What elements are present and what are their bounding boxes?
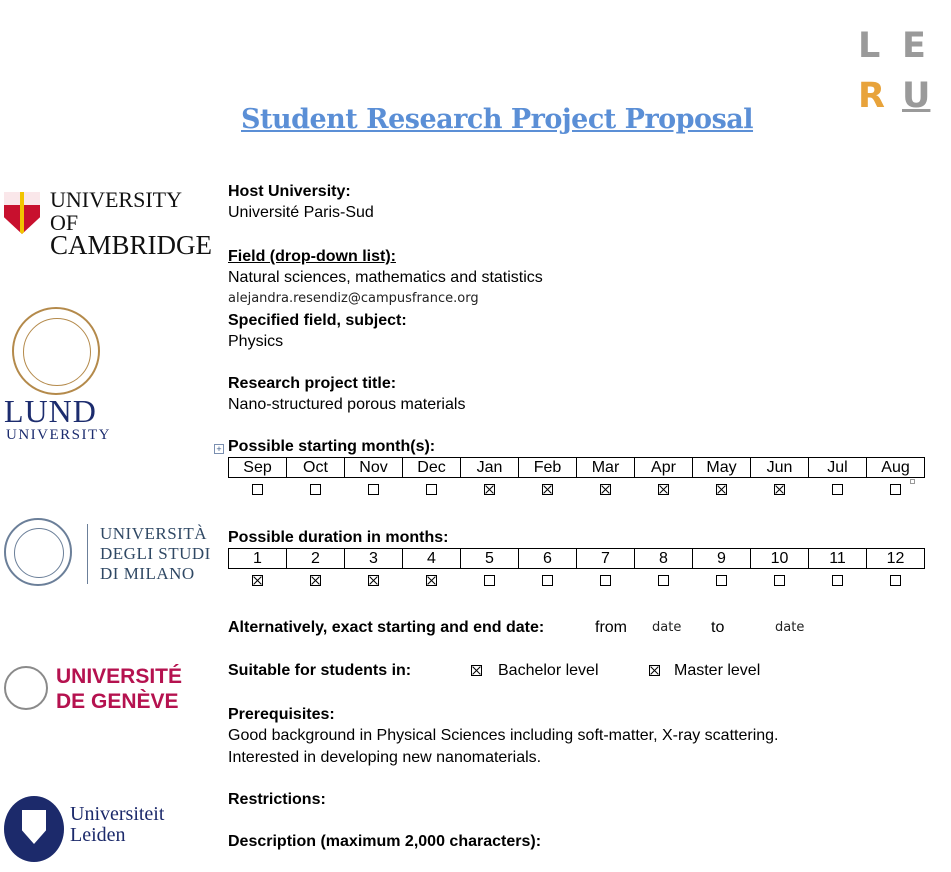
duration-checkbox[interactable] bbox=[426, 575, 437, 586]
starting-months-label: Possible starting month(s): bbox=[228, 438, 436, 455]
month-checkbox[interactable] bbox=[542, 484, 553, 495]
duration-checkbox-cell bbox=[403, 569, 461, 592]
month-checkbox-cell bbox=[287, 478, 345, 501]
month-header-cell: Jun bbox=[751, 458, 809, 478]
end-date-field[interactable]: date bbox=[775, 620, 805, 635]
duration-checkbox[interactable] bbox=[658, 575, 669, 586]
cambridge-line1: UNIVERSITY OF bbox=[50, 187, 182, 235]
lund-logo bbox=[4, 305, 114, 445]
prerequisites-label: Prerequisites: bbox=[228, 706, 335, 723]
table-move-handle-icon[interactable]: + bbox=[214, 444, 224, 454]
duration-checkbox-cell bbox=[635, 569, 693, 592]
cambridge-logo bbox=[4, 187, 213, 260]
duration-checkbox[interactable] bbox=[832, 575, 843, 586]
month-checkbox[interactable] bbox=[774, 484, 785, 495]
duration-header-cell: 7 bbox=[577, 549, 635, 569]
month-header-cell: Jan bbox=[461, 458, 519, 478]
month-checkbox-cell bbox=[519, 478, 577, 501]
duration-header-cell: 1 bbox=[229, 549, 287, 569]
month-checkbox-cell bbox=[809, 478, 867, 501]
month-header-cell: Oct bbox=[287, 458, 345, 478]
leiden-logo bbox=[4, 796, 184, 866]
month-checkbox[interactable] bbox=[310, 484, 321, 495]
duration-checkbox[interactable] bbox=[252, 575, 263, 586]
duration-checkbox[interactable] bbox=[600, 575, 611, 586]
milano-line3: DI MILANO bbox=[100, 564, 195, 583]
starting-months-table bbox=[228, 457, 925, 500]
duration-header-cell: 12 bbox=[867, 549, 925, 569]
duration-checkbox-cell bbox=[287, 569, 345, 592]
duration-checkbox[interactable] bbox=[310, 575, 321, 586]
leru-letter-u: U bbox=[902, 76, 931, 116]
month-checkbox[interactable] bbox=[368, 484, 379, 495]
duration-header-cell: 8 bbox=[635, 549, 693, 569]
duration-checkbox-cell bbox=[345, 569, 403, 592]
contact-email[interactable]: alejandra.resendiz@campusfrance.org bbox=[228, 291, 479, 306]
month-checkbox-cell bbox=[461, 478, 519, 501]
exact-from: from bbox=[595, 619, 627, 636]
exact-date-label: Alternatively, exact starting and end date: bbox=[228, 619, 545, 636]
project-title-label: Research project title: bbox=[228, 375, 397, 392]
month-header-cell: Apr bbox=[635, 458, 693, 478]
master-label: Master level bbox=[674, 662, 761, 679]
month-header-cell: May bbox=[693, 458, 751, 478]
field-value[interactable]: Natural sciences, mathematics and statistics bbox=[228, 269, 543, 286]
duration-header-cell: 4 bbox=[403, 549, 461, 569]
milano-logo bbox=[4, 516, 214, 588]
geneve-logo bbox=[4, 664, 184, 714]
milano-divider bbox=[87, 524, 88, 584]
duration-checkbox[interactable] bbox=[774, 575, 785, 586]
duration-header-cell: 5 bbox=[461, 549, 519, 569]
leiden-line1: Universiteit bbox=[70, 803, 165, 825]
specified-value[interactable]: Physics bbox=[228, 333, 284, 350]
leiden-line2: Leiden bbox=[70, 824, 126, 846]
duration-header-cell: 3 bbox=[345, 549, 403, 569]
bachelor-checkbox[interactable] bbox=[471, 665, 482, 676]
milano-line2: DEGLI STUDI bbox=[100, 544, 211, 563]
duration-header-cell: 6 bbox=[519, 549, 577, 569]
suitable-label: Suitable for students in: bbox=[228, 662, 412, 679]
table-resize-handle[interactable] bbox=[910, 479, 915, 484]
duration-header-cell: 9 bbox=[693, 549, 751, 569]
leru-letter-e: E bbox=[902, 26, 926, 66]
geneve-seal-icon bbox=[4, 666, 48, 710]
exact-to: to bbox=[711, 619, 725, 636]
month-checkbox-cell bbox=[403, 478, 461, 501]
month-checkbox-cell bbox=[751, 478, 809, 501]
cambridge-line2: CAMBRIDGE bbox=[50, 230, 213, 260]
leiden-seal-icon bbox=[4, 796, 64, 862]
duration-checkbox-cell bbox=[693, 569, 751, 592]
restrictions-label: Restrictions: bbox=[228, 791, 326, 808]
month-checkbox[interactable] bbox=[716, 484, 727, 495]
geneve-line2: DE GENÈVE bbox=[56, 690, 179, 713]
duration-checkbox-cell bbox=[809, 569, 867, 592]
field-label: Field (drop-down list): bbox=[228, 248, 396, 265]
cambridge-shield-icon bbox=[4, 192, 40, 234]
month-header-cell: Dec bbox=[403, 458, 461, 478]
project-title-value[interactable]: Nano-structured porous materials bbox=[228, 396, 466, 413]
month-checkbox[interactable] bbox=[658, 484, 669, 495]
prerequisites-line1[interactable]: Good background in Physical Sciences including soft-matter, X-ray scattering. bbox=[228, 727, 779, 744]
leru-logo bbox=[856, 26, 946, 116]
prerequisites-line2[interactable]: Interested in developing new nanomaterials. bbox=[228, 749, 542, 766]
lund-sub: UNIVERSITY bbox=[6, 427, 111, 443]
month-checkbox-cell bbox=[867, 478, 925, 501]
duration-header-cell: 10 bbox=[751, 549, 809, 569]
leru-letter-l: L bbox=[858, 26, 881, 66]
duration-table bbox=[228, 548, 925, 591]
leru-letter-r: R bbox=[858, 76, 885, 116]
lund-name: LUND bbox=[4, 393, 97, 429]
duration-checkbox-cell bbox=[867, 569, 925, 592]
geneve-line1: UNIVERSITÉ bbox=[56, 665, 183, 688]
milano-line1: UNIVERSITÀ bbox=[100, 524, 207, 543]
duration-checkbox[interactable] bbox=[484, 575, 495, 586]
duration-checkbox-cell bbox=[751, 569, 809, 592]
duration-checkbox[interactable] bbox=[368, 575, 379, 586]
bachelor-label: Bachelor level bbox=[498, 662, 599, 679]
description-label: Description (maximum 2,000 characters): bbox=[228, 833, 542, 850]
master-checkbox[interactable] bbox=[649, 665, 660, 676]
month-header-cell: Jul bbox=[809, 458, 867, 478]
duration-checkbox[interactable] bbox=[716, 575, 727, 586]
duration-checkbox[interactable] bbox=[890, 575, 901, 586]
month-header-cell: Aug bbox=[867, 458, 925, 478]
month-checkbox[interactable] bbox=[600, 484, 611, 495]
month-checkbox-cell bbox=[229, 478, 287, 501]
duration-checkbox-cell bbox=[519, 569, 577, 592]
duration-label: Possible duration in months: bbox=[228, 529, 449, 546]
month-checkbox[interactable] bbox=[832, 484, 843, 495]
month-checkbox-cell bbox=[577, 478, 635, 501]
start-date-field[interactable]: date bbox=[652, 620, 682, 635]
month-checkbox[interactable] bbox=[252, 484, 263, 495]
month-checkbox[interactable] bbox=[484, 484, 495, 495]
month-header-cell: Feb bbox=[519, 458, 577, 478]
host-value[interactable]: Université Paris-Sud bbox=[228, 204, 374, 221]
duration-checkbox[interactable] bbox=[542, 575, 553, 586]
month-checkbox-cell bbox=[635, 478, 693, 501]
duration-checkbox-cell bbox=[229, 569, 287, 592]
duration-checkbox-cell bbox=[577, 569, 635, 592]
month-header-cell: Sep bbox=[229, 458, 287, 478]
specified-label: Specified field, subject: bbox=[228, 312, 407, 329]
month-checkbox[interactable] bbox=[426, 484, 437, 495]
lund-seal-icon bbox=[12, 307, 100, 395]
month-checkbox-cell bbox=[345, 478, 403, 501]
month-checkbox[interactable] bbox=[890, 484, 901, 495]
duration-header-cell: 11 bbox=[809, 549, 867, 569]
page-title: Student Research Project Proposal bbox=[241, 104, 754, 135]
month-header-cell: Mar bbox=[577, 458, 635, 478]
month-header-cell: Nov bbox=[345, 458, 403, 478]
duration-checkbox-cell bbox=[461, 569, 519, 592]
milano-seal-icon bbox=[4, 518, 72, 586]
host-label: Host University: bbox=[228, 183, 351, 200]
month-checkbox-cell bbox=[693, 478, 751, 501]
duration-header-cell: 2 bbox=[287, 549, 345, 569]
